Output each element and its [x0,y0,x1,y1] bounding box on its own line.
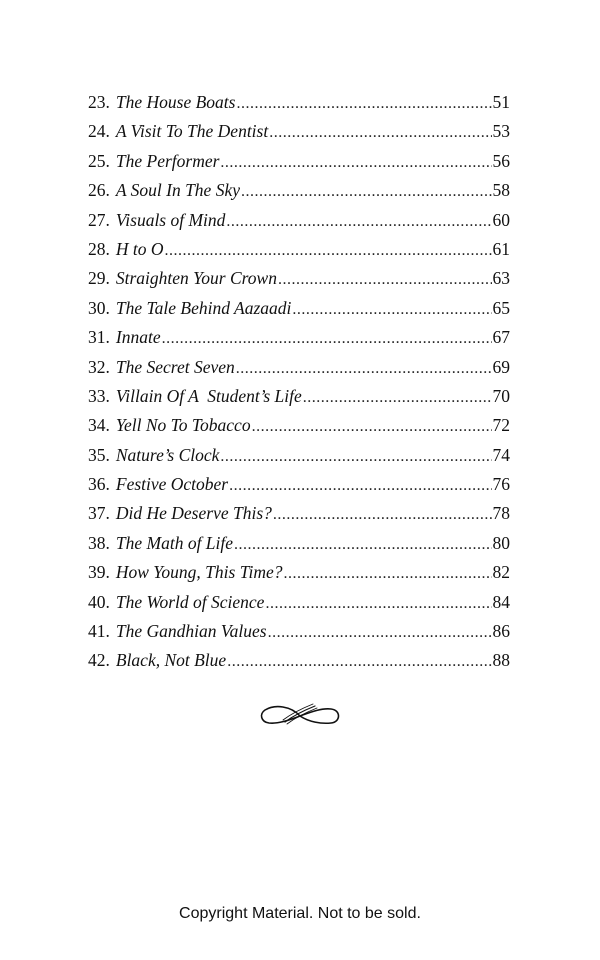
entry-title: Innate [115,327,161,348]
dot-leader [303,383,492,411]
dot-leader [241,177,492,205]
toc-entry [88,411,510,440]
entry-title: Did He Deserve This? [115,503,272,524]
toc-entry [88,382,510,411]
entry-page-number: 61 [492,238,510,259]
entry-title: Black, Not Blue [115,650,227,671]
toc-entry [88,206,510,235]
entry-page-number: 70 [492,385,510,406]
toc-entry [88,88,510,117]
entry-number: 33. [88,385,110,406]
entry-page-number: 88 [492,650,510,671]
entry-page-number: 84 [492,591,510,612]
entry-number: 42. [88,650,110,671]
dot-leader [252,412,492,440]
dot-leader [278,265,492,293]
entry-title: Villain Of A Student’s Life [115,385,302,406]
entry-number: 30. [88,297,110,318]
entry-title: A Soul In The Sky [115,180,240,201]
flourish-divider-icon [255,698,345,734]
dot-leader [284,559,492,587]
entry-title: Straighten Your Crown [115,268,277,289]
toc-entry [88,646,510,675]
toc-entry [88,499,510,528]
dot-leader [236,89,491,117]
dot-leader [268,618,492,646]
entry-page-number: 72 [492,415,510,436]
toc-entry [88,323,510,352]
entry-number: 24. [88,121,110,142]
entry-page-number: 69 [492,356,510,377]
entry-page-number: 51 [492,92,510,112]
toc-entry [88,294,510,323]
entry-title: The House Boats [115,92,236,112]
entry-title: The Math of Life [115,532,234,553]
toc-entry [88,117,510,146]
entry-page-number: 76 [492,474,510,495]
entry-number: 31. [88,327,110,348]
dot-leader [234,530,491,558]
dot-leader [162,324,492,352]
entry-number: 32. [88,356,110,377]
entry-page-number: 86 [492,621,510,642]
toc-entry [88,617,510,646]
entry-number: 39. [88,562,110,583]
toc-entry [88,588,510,617]
entry-page-number: 56 [492,150,510,171]
dot-leader [292,295,491,323]
toc-entry [88,235,510,264]
entry-title: The Tale Behind Aazaadi [115,297,292,318]
entry-title: H to O [115,238,164,259]
entry-title: Nature’s Clock [115,444,220,465]
entry-number: 38. [88,532,110,553]
entry-title: The Performer [115,150,220,171]
entry-number: 35. [88,444,110,465]
entry-number: 41. [88,621,110,642]
toc-entry [88,353,510,382]
entry-number: 28. [88,238,110,259]
entry-number: 36. [88,474,110,495]
entry-number: 27. [88,209,110,230]
entry-number: 25. [88,150,110,171]
entry-page-number: 82 [492,562,510,583]
dot-leader [226,207,491,235]
entry-page-number: 60 [492,209,510,230]
entry-number: 37. [88,503,110,524]
entry-title: How Young, This Time? [115,562,283,583]
entry-title: The Secret Seven [115,356,235,377]
toc-entry [88,529,510,558]
entry-title: Yell No To Tobacco [115,415,251,436]
dot-leader [227,647,491,675]
entry-title: Festive October [115,474,229,495]
entry-number: 23. [88,92,110,112]
entry-number: 29. [88,268,110,289]
toc-entry [88,264,510,293]
entry-page-number: 65 [492,297,510,318]
entry-page-number: 63 [492,268,510,289]
table-of-contents [88,88,510,676]
dot-leader [220,442,491,470]
entry-page-number: 78 [492,503,510,524]
toc-entry [88,558,510,587]
entry-page-number: 80 [492,532,510,553]
toc-entry [88,441,510,470]
entry-title: Visuals of Mind [115,209,226,230]
entry-title: The Gandhian Values [115,621,267,642]
dot-leader [269,118,491,146]
dot-leader [273,500,492,528]
toc-entry [88,470,510,499]
entry-number: 40. [88,591,110,612]
dot-leader [236,354,492,382]
entry-page-number: 58 [492,180,510,201]
toc-entry [88,176,510,205]
dot-leader [265,589,491,617]
dot-leader [220,148,491,176]
entry-number: 26. [88,180,110,201]
entry-page-number: 67 [492,327,510,348]
copyright-notice: Copyright Material. Not to be sold. [179,905,421,922]
toc-entry [88,147,510,176]
entry-title: The World of Science [115,591,265,612]
dot-leader [229,471,491,499]
dot-leader [165,236,492,264]
entry-title: A Visit To The Dentist [115,121,269,142]
entry-page-number: 53 [492,121,510,142]
entry-page-number: 74 [492,444,510,465]
entry-number: 34. [88,415,110,436]
